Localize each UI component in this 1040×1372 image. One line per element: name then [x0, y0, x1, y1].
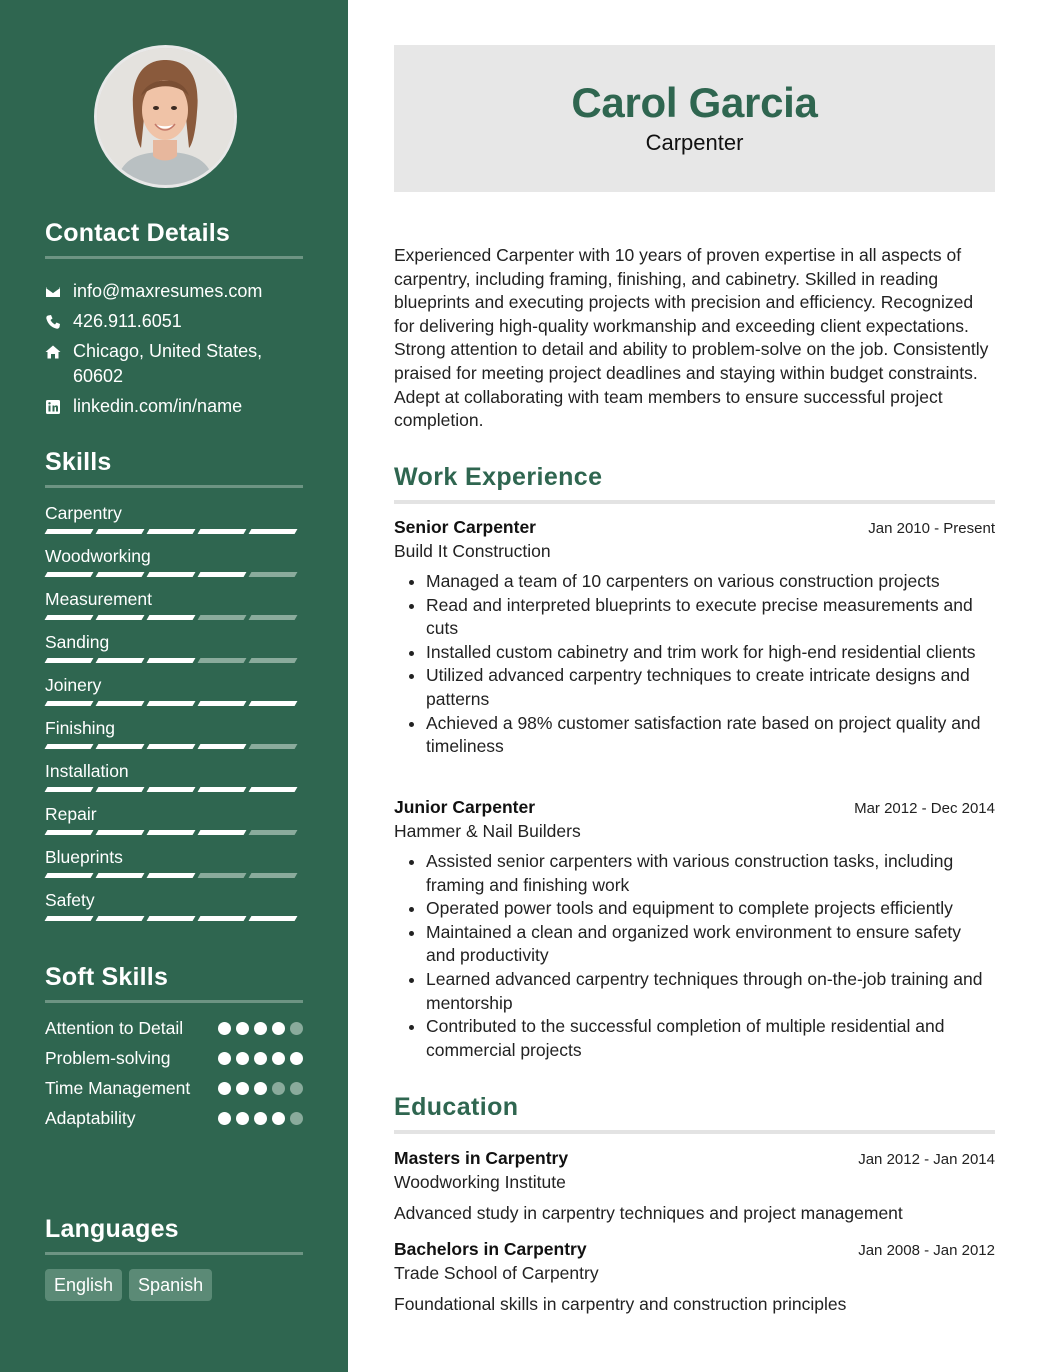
rating-dot — [272, 1052, 285, 1065]
skill-level-segment — [198, 701, 247, 706]
rating-dot — [218, 1052, 231, 1065]
skill-level-segment — [45, 787, 94, 792]
skill-row — [45, 801, 303, 844]
skill-level-bar — [46, 787, 296, 792]
job-bullet: • Operated power tools and equipment to complete projects efficiently — [426, 897, 995, 921]
linkedin-icon — [45, 394, 73, 419]
skill-row — [45, 758, 303, 801]
skill-level-segment — [96, 615, 145, 620]
skill-level-bar — [46, 744, 296, 749]
phone-icon — [45, 309, 73, 334]
skill-level-segment — [249, 830, 298, 835]
skill-row — [45, 500, 303, 543]
job-bullet: • Assisted senior carpenters with various construction tasks, including framing and finishing work — [426, 850, 995, 897]
education-dates: Jan 2008 - Jan 2012 — [858, 1242, 995, 1259]
skill-level-segment — [96, 916, 145, 921]
language-tag: English — [45, 1269, 122, 1301]
soft-skills-list — [45, 1016, 303, 1130]
rating-dot — [218, 1112, 231, 1125]
skill-level-bar — [46, 701, 296, 706]
skill-row — [45, 586, 303, 629]
skill-level-segment — [198, 830, 247, 835]
soft-skill-rating — [218, 1016, 303, 1040]
rating-dot — [254, 1022, 267, 1035]
skill-row — [45, 543, 303, 586]
skill-level-segment — [96, 787, 145, 792]
skill-level-segment — [96, 529, 145, 534]
skill-level-segment — [96, 830, 145, 835]
skill-row — [45, 715, 303, 758]
contact-phone-text: 426.911.6051 — [73, 311, 182, 331]
rating-dot — [272, 1112, 285, 1125]
skill-level-segment — [249, 529, 298, 534]
skill-row — [45, 672, 303, 715]
skill-level-segment — [147, 830, 196, 835]
skill-level-segment — [249, 701, 298, 706]
rating-dot — [290, 1082, 303, 1095]
skill-level-segment — [147, 615, 196, 620]
skill-level-segment — [198, 615, 247, 620]
rating-dot — [254, 1082, 267, 1095]
rating-dot — [236, 1082, 249, 1095]
skill-label: Blueprints — [45, 847, 123, 867]
skill-level-segment — [198, 787, 247, 792]
envelope-icon — [45, 279, 73, 304]
soft-skills-heading: Soft Skills — [45, 963, 303, 1003]
skill-level-segment — [96, 572, 145, 577]
skills-heading: Skills — [45, 448, 303, 488]
skill-level-segment — [147, 701, 196, 706]
skill-row — [45, 844, 303, 887]
rating-dot — [236, 1052, 249, 1065]
soft-skill-label: Problem-solving — [45, 1048, 171, 1068]
skill-level-segment — [96, 744, 145, 749]
job-entry — [394, 795, 995, 1062]
name-header — [394, 45, 995, 192]
rating-dot — [254, 1052, 267, 1065]
job-bullet: • Contributed to the successful completion of multiple residential and commercial projects — [426, 1015, 995, 1062]
skill-level-segment — [45, 572, 94, 577]
education-heading: Education — [394, 1093, 995, 1134]
education-dates: Jan 2012 - Jan 2014 — [858, 1151, 995, 1168]
job-bullets — [394, 850, 995, 1062]
skill-level-segment — [249, 615, 298, 620]
rating-dot — [290, 1112, 303, 1125]
sidebar — [0, 0, 348, 1372]
skill-label: Joinery — [45, 675, 102, 695]
rating-dot — [236, 1112, 249, 1125]
skill-level-segment — [45, 529, 94, 534]
contact-address — [45, 339, 303, 389]
job-bullet: • Utilized advanced carpentry techniques to create intricate designs and patterns — [426, 664, 995, 711]
job-bullet: • Achieved a 98% customer satisfaction rate based on project quality and timeliness — [426, 712, 995, 759]
profile-summary: Experienced Carpenter with 10 years of proven expertise in all aspects of carpentry, including framing, finishing, and cabinetry. Skilled in reading blueprints and executing projects with precision and efficiency. Recognized for delivering high-quality workmanship and exceeding client expectations. Strong attention to detail and ability to problem-solve on the job. Consistently praised for meeting project deadlines and staying within budget constraints. Adept at collaborating with team members to ensure successful project completion. — [394, 245, 989, 431]
home-icon — [45, 339, 73, 364]
skill-level-bar — [46, 658, 296, 663]
job-bullets — [394, 570, 995, 759]
soft-skill-rating — [218, 1106, 303, 1130]
candidate-name: Carol Garcia — [571, 79, 818, 126]
skill-level-segment — [147, 658, 196, 663]
skill-level-bar — [46, 916, 296, 921]
job-company: Build It Construction — [394, 541, 551, 561]
skill-level-segment — [147, 873, 196, 878]
school-name: Trade School of Carpentry — [394, 1263, 599, 1283]
candidate-title: Carpenter — [645, 130, 744, 155]
job-bullet: • Maintained a clean and organized work environment to ensure safety and productivity — [426, 921, 995, 968]
work-experience-heading: Work Experience — [394, 463, 995, 504]
rating-dot — [218, 1082, 231, 1095]
skill-level-segment — [45, 830, 94, 835]
education-entry — [394, 1146, 995, 1225]
skill-level-segment — [45, 615, 94, 620]
skill-label: Safety — [45, 890, 95, 910]
skill-level-bar — [46, 873, 296, 878]
skill-level-segment — [198, 916, 247, 921]
contact-linkedin-text: linkedin.com/in/name — [73, 396, 243, 416]
contact-heading: Contact Details — [45, 219, 303, 259]
job-dates: Mar 2012 - Dec 2014 — [854, 800, 995, 817]
degree-title: Masters in Carpentry — [394, 1148, 569, 1168]
languages-section — [45, 1215, 303, 1301]
skills-list — [45, 500, 303, 930]
skill-row — [45, 629, 303, 672]
rating-dot — [290, 1052, 303, 1065]
job-bullet: • Installed custom cabinetry and trim work for high-end residential clients — [426, 641, 995, 665]
rating-dot — [236, 1022, 249, 1035]
skill-level-segment — [147, 744, 196, 749]
skill-label: Sanding — [45, 632, 110, 652]
skill-level-segment — [249, 787, 298, 792]
job-title: Senior Carpenter — [394, 517, 536, 537]
main-content — [348, 0, 1040, 1372]
rating-dot — [218, 1022, 231, 1035]
skill-level-segment — [198, 529, 247, 534]
skill-label: Repair — [45, 804, 97, 824]
degree-title: Bachelors in Carpentry — [394, 1239, 587, 1259]
skill-level-segment — [249, 744, 298, 749]
skill-level-bar — [46, 529, 296, 534]
skill-level-bar — [46, 572, 296, 577]
soft-skill-label: Attention to Detail — [45, 1018, 184, 1038]
job-company: Hammer & Nail Builders — [394, 821, 581, 841]
skill-level-segment — [249, 658, 298, 663]
rating-dot — [272, 1082, 285, 1095]
skill-level-segment — [45, 916, 94, 921]
soft-skill-row — [45, 1016, 303, 1040]
education-description: Foundational skills in carpentry and construction principles — [394, 1294, 847, 1314]
language-tag: Spanish — [129, 1269, 212, 1301]
languages-heading: Languages — [45, 1215, 303, 1255]
profile-photo — [94, 45, 237, 188]
skill-label: Woodworking — [45, 546, 151, 566]
skill-label: Measurement — [45, 589, 152, 609]
skill-level-segment — [96, 658, 145, 663]
skill-level-segment — [198, 658, 247, 663]
skill-level-segment — [249, 916, 298, 921]
rating-dot — [254, 1112, 267, 1125]
job-dates: Jan 2010 - Present — [868, 520, 995, 537]
contact-phone[interactable] — [45, 309, 303, 334]
rating-dot — [272, 1022, 285, 1035]
contact-section — [45, 219, 303, 424]
contact-linkedin[interactable] — [45, 394, 303, 419]
job-bullet: • Read and interpreted blueprints to execute precise measurements and cuts — [426, 594, 995, 641]
skill-level-segment — [96, 701, 145, 706]
skill-level-segment — [147, 572, 196, 577]
job-entry — [394, 515, 995, 759]
skill-level-segment — [198, 744, 247, 749]
contact-address-line2: 60602 — [73, 366, 124, 386]
skill-level-segment — [45, 658, 94, 663]
skill-level-segment — [147, 529, 196, 534]
skill-label: Carpentry — [45, 503, 122, 523]
skill-row — [45, 887, 303, 930]
soft-skill-label: Adaptability — [45, 1108, 136, 1128]
soft-skill-row — [45, 1046, 303, 1070]
contact-email[interactable] — [45, 279, 303, 304]
skill-level-segment — [249, 873, 298, 878]
skill-level-segment — [198, 873, 247, 878]
school-name: Woodworking Institute — [394, 1172, 566, 1192]
skill-level-segment — [147, 916, 196, 921]
skill-label: Finishing — [45, 718, 116, 738]
languages-list — [45, 1269, 303, 1301]
education-description: Advanced study in carpentry techniques and project management — [394, 1203, 903, 1223]
education-entry — [394, 1237, 995, 1316]
skill-level-bar — [46, 615, 296, 620]
soft-skill-rating — [218, 1076, 303, 1100]
contact-email-text: info@maxresumes.com — [73, 281, 263, 301]
soft-skill-row — [45, 1106, 303, 1130]
skill-level-segment — [45, 701, 94, 706]
job-title: Junior Carpenter — [394, 797, 535, 817]
skill-label: Installation — [45, 761, 129, 781]
skill-level-bar — [46, 830, 296, 835]
contact-address-line1: Chicago, United States, — [73, 341, 263, 361]
soft-skill-row — [45, 1076, 303, 1100]
skill-level-segment — [249, 572, 298, 577]
skill-level-segment — [198, 572, 247, 577]
skill-level-segment — [147, 787, 196, 792]
job-bullet: • Learned advanced carpentry techniques through on-the-job training and mentorship — [426, 968, 995, 1015]
skill-level-segment — [96, 873, 145, 878]
soft-skills-section — [45, 963, 303, 1136]
skills-section — [45, 448, 303, 930]
soft-skill-label: Time Management — [45, 1078, 191, 1098]
skill-level-segment — [45, 744, 94, 749]
job-bullet: • Managed a team of 10 carpenters on various construction projects — [426, 570, 995, 594]
skill-level-segment — [45, 873, 94, 878]
soft-skill-rating — [218, 1046, 303, 1070]
rating-dot — [290, 1022, 303, 1035]
